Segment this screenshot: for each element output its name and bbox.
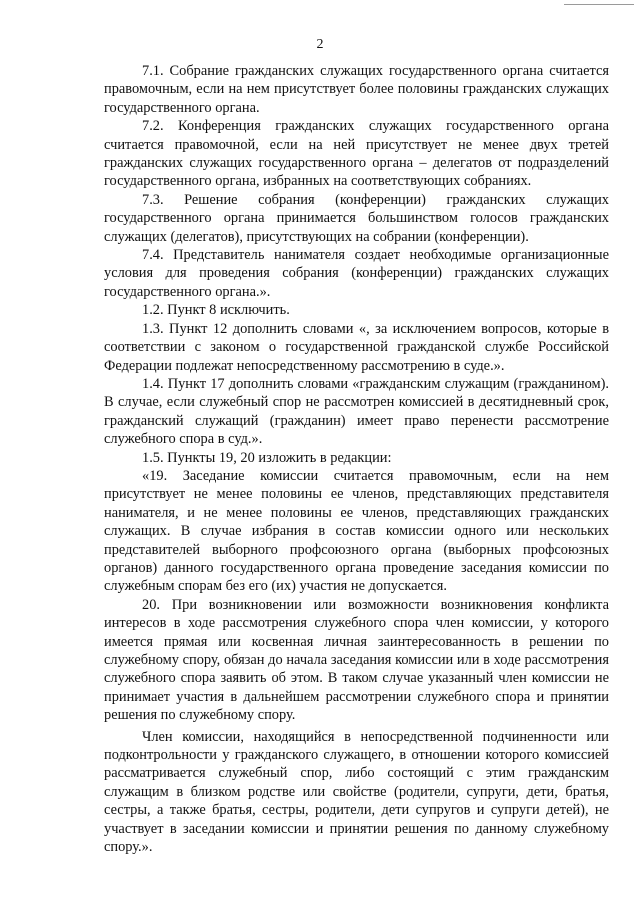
paragraph-7-4: 7.4. Представитель нанимателя создает необходимые организационные условия для проведения собрания (конференции) гражданских служащих государственного органа.». bbox=[104, 247, 609, 300]
paragraph-1-3: 1.3. Пункт 12 дополнить словами «, за исключением вопросов, которые в соответствии с законом о государственной гражданской службе Российской Федерации подлежат непосредственному рассмотрению в суде.». bbox=[104, 320, 609, 374]
paragraph-7-3: 7.3. Решение собрания (конференции) гражданских служащих государственного органа принимается большинством голосов гражданских служащих (делегатов), присутствующих на собрании (конференции). bbox=[104, 191, 609, 245]
paragraph-20: 20. При возникновении или возможности возникновения конфликта интересов в ходе рассмотрения служебного спора член комиссии, у которого имеется прямая или косвенная личная заинтересованность в решении по служебному спору, обязан до начала заседания комиссии или в ходе рассмотрения служебного спора заявить об этом. В таком случае указанный член комиссии не принимает участия в дальнейшем рассмотрении служебного спора и принятии решения по служебному спору. bbox=[104, 596, 609, 724]
paragraph-7-1: 7.1. Собрание гражданских служащих государственного органа считается правомочным, если на нем присутствует более половины гражданских служащих государственного органа. bbox=[104, 63, 609, 116]
scan-edge-line bbox=[564, 4, 634, 5]
paragraph-1-4: 1.4. Пункт 17 дополнить словами «гражданским служащим (гражданином). В случае, если служебный спор не рассмотрен комиссией в десятидневный срок, гражданский служащий (гражданин) имеет право перенести рассмотрение служебного спора в суд.». bbox=[104, 375, 609, 448]
paragraph-1-2: 1.2. Пункт 8 исключить. bbox=[142, 302, 290, 319]
paragraph-1-5: 1.5. Пункты 19, 20 изложить в редакции: bbox=[142, 449, 392, 466]
document-body bbox=[104, 62, 609, 856]
paragraph-commission-member: Член комиссии, находящийся в непосредственной подчиненности или подконтрольности у гражданского служащего, в отношении которого комиссией рассматривается служебный спор, либо состоящий с этим гражданским служащим в близком родстве или свойстве (родители, супруги, дети, братья, сестры, а также братья, сестры, родители, дети супругов и супруги детей), не участвует в заседании комиссии и принятии решения по данному служебному спору.». bbox=[104, 728, 609, 856]
paragraph-19: «19. Заседание комиссии считается правомочным, если на нем присутствует не менее половины ее членов, представляющих представителя нанимателя, и не менее половины ее членов, представляющих гражданских служащих. В случае избрания в состав комиссии одного или нескольких представителей выборного профсоюзного органа (выборных профсоюзных органов) данного государственного органа проведение заседания комиссии по служебным спорам без его (их) участия не допускается. bbox=[104, 467, 609, 595]
page-number: 2 bbox=[316, 37, 324, 52]
paragraph-7-2: 7.2. Конференция гражданских служащих государственного органа считается правомочной, если на ней присутствует не менее двух третей гражданских служащих государственного органа – делегатов от подразделений государственного органа, избранных на соответствующих собраниях. bbox=[104, 118, 609, 190]
